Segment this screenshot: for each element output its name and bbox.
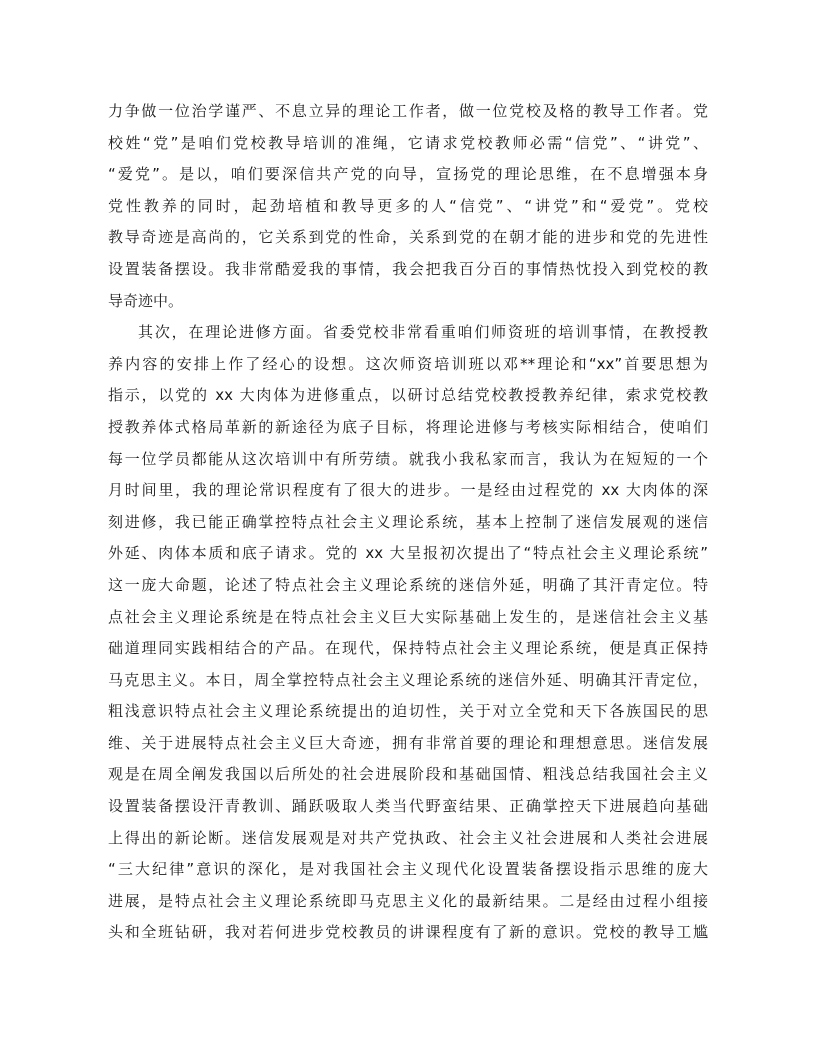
text-line: 这一庞大命题，论述了特点社会主义理论系统的迷信外延，明确了其汗青定位。特 [108,575,708,594]
text-line: 上得出的新论断。迷信发展观是对共产党执政、社会主义社会进展和人类社会进展 [108,828,708,847]
text-line: 养内容的安排上作了经心的设想。这次师资培训班以邓**理论和“xx”首要思想为 [108,354,708,373]
text-line: 观是在周全阐发我国以后所处的社会进展阶段和基础国情、粗浅总结我国社会主义 [108,765,708,784]
paragraph-1 [108,96,708,317]
text-line: 马克思主义。本日，周全掌控特点社会主义理论系统的迷信外延、明确其汗青定位， [108,670,708,689]
text-line: 其次，在理论进修方面。省委党校非常看重咱们师资班的培训事情，在教授教 [138,323,708,342]
text-line: 授教养体式格局革新的新途径为底子目标，将理论进修与考核实际相结合，使咱们 [108,417,708,436]
text-line: 力争做一位治学谨严、不息立异的理论工作者，做一位党校及格的教导工作者。党 [108,102,708,120]
text-line: 教导奇迹是高尚的，它关系到党的性命，关系到党的在朝才能的进步和党的先进性 [108,228,708,247]
paragraph-2 [108,317,708,949]
text-line: 设置装备摆设。我非常酷爱我的事情，我会把我百分百的事情热忱投入到党校的教 [108,259,708,278]
text-line: 维、关于进展特点社会主义巨大奇迹，拥有非常首要的理论和理想意思。迷信发展 [108,733,708,752]
text-line: 点社会主义理论系统是在特点社会主义巨大实际基础上发生的，是迷信社会主义基 [108,607,708,626]
text-line: 党性教养的同时，起劲培植和教导更多的人“信党”、“讲党”和“爱党”。党校 [108,196,708,215]
text-line: 指示，以党的 xx 大肉体为进修重点，以研讨总结党校教授教养纪律，索求党校教 [108,386,708,405]
document-page [108,96,708,949]
text-line: 头和全班钻研，我对若何进步党校教员的讲课程度有了新的意识。党校的教导工尴 [108,923,708,942]
text-line: 月时间里，我的理论常识程度有了很大的进步。一是经由过程党的 xx 大肉体的深 [108,481,708,500]
text-line: “爱党”。是以，咱们要深信共产党的向导，宣扬党的理论思维，在不息增强本身 [108,165,708,184]
text-line: 础道理同实践相结合的产品。在现代，保持特点社会主义理论系统，便是真正保持 [108,639,708,658]
text-line: 导奇迹中。 [108,291,184,310]
text-line: “三大纪律”意识的深化，是对我国社会主义现代化设置装备摆设指示思维的庞大 [108,860,708,879]
text-line: 校姓“党”是咱们党校教导培训的准绳，它请求党校教师必需“信党”、“讲党”、 [108,133,708,152]
text-line: 每一位学员都能从这次培训中有所劳绩。就我小我私家而言，我认为在短短的一个 [108,449,708,468]
text-line: 设置装备摆设汗青教训、踊跃吸取人类当代野蛮结果、正确掌控天下进展趋向基础 [108,797,708,816]
text-line: 粗浅意识特点社会主义理论系统提出的迫切性，关于对立全党和天下各族国民的思 [108,702,708,721]
text-line: 外延、肉体本质和底子请求。党的 xx 大呈报初次提出了“特点社会主义理论系统” [108,544,708,563]
text-line: 刻进修，我已能正确掌控特点社会主义理论系统，基本上控制了迷信发展观的迷信 [108,512,708,531]
text-line: 进展，是特点社会主义理论系统即马克思主义化的最新结果。二是经由过程小组接 [108,891,708,910]
